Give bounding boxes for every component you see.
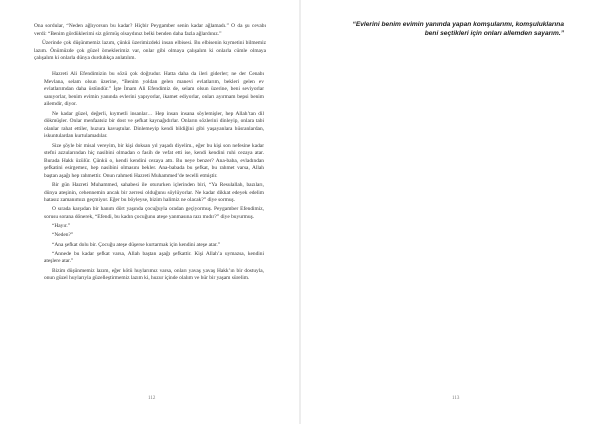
right-paragraph: Bizim düşünmemiz lazım, eğer kötü huylarımız varsa, onları yavaş yavaş Hakk’ın bir dostuyla, onun güzel huylarıyla güzelleştirmemiz lazım ki, huzur içinde olalım ve hür bir yaşam sürelim.: [44, 267, 264, 282]
epigraph-quote: “Evlerini benim evimin yanında yapan komşularımı, komşuluklarına beni seçtikleri için onları allemden sayarım.”: [352, 21, 564, 37]
left-body-text: [34, 23, 266, 63]
right-paragraph: “Hayır.”: [52, 223, 71, 230]
left-paragraph: Üzerinde çok düşünmemiz lazım, çünkü üzerimizdeki insan elbisesi. Bu elbisenin kıymetini bilmemiz lazım. Önümüzde çok güzel örneklerimiz var, onlar gibi olmaya çalışalım ki onlarla cümle olmaya çalışalım ki onlarla dünya durduhkça anlatılım.: [34, 40, 266, 62]
right-paragraph: Hazreti Ali Efendimizin bu sözü çok doğrudur. Hatta daha da ileri giderler; ne der Cenabı Mevlana, selam olsun üzerine, “Benim yoldan gelen manevi evlatlarım, bekleri gelen ev evlatlarımdan daha üstündür.” İşte İmam Ali Efendimiz de, selam olsun üzerine, beni seviyorlar sanıyorlar, benim evimin yanında evlerini yapıyorlar, ikamet ediyorlar, onları ayırmam bepsi benim ailemdir, diyor.: [44, 71, 264, 108]
left-paragraph: Ona sordular, “Neden ağlıyorsun bu kadar? Hiçbir Peygamber senin kadar ağlamadı.” O da şu cevabı verdi: “Benim gördüklerimi siz görmüş olsaydınız belki benden daha fazla ağlardınız.”: [34, 23, 266, 37]
right-paragraph: Bir gün Hazreti Muhammed, sahabesi ile otururken içlerinden biri, “Ya Resulallah, bazıları, dünya ateşinin, cehennemin ancak bir zerresi olduğunu söylüyorlar. Ne kadar dikkat edeyek edelim hatasız zamanımızı geçmiyor. Eğer bu böyleyse, bizim halimiz ne olacak?” diye sormuş.: [44, 182, 264, 204]
right-paragraph: Ne kadar güzel, değerli, kıymetli insanlar… Hep insan insana söylemişler, hep Allah’tan dil dökmüşler. Onlar menfaatsiz bir dost ve şefkat kaynağıdırlar. Onların sözlerini dinleyip, onlara tabi olanlar rahat ettiler, huzura kavuştular. Dinlemeyip kendi bildiğini gibi yaşayanlara hüsranlardan, iskuntulardan kurtulamadılar.: [44, 110, 264, 140]
right-paragraph: “Annede bu kadar şefkat varsa, Allah baştan aşağı şefkattir. Kişi Allah’a uymazsa, kendini ateşlere atar.”: [44, 250, 264, 265]
right-paragraph: “Neden?”: [52, 232, 74, 239]
page-number-left: 112: [148, 396, 156, 401]
right-paragraph: “Ana şefkat dolu bir. Çocuğu ateşe düşerse kurtarmak için kendini ateşe atar.”: [52, 241, 221, 248]
right-paragraph: O sırada karşıdan bir hanım dört yaşında çocuğuyla oradan geçiyormuş. Peygamber Efendimiz, sorusu sorana dönerek, “Efendi, bu kadın çocuğunu ateşe yanmasına razı mıdır?” diye buyurmuş.: [44, 206, 264, 221]
right-paragraph: Size şöyle bir misal vereyim, bir kişi doksan yıl yaşadı diyelim., eğer bu kişi son nefesine kadar stefni azzularından hiç nasibini olmadan o fasih de vefat etti ise, kendi kendini ruhi cezaya atar. Burada Hakk üzülür. Çünkü o, kendi kendini cezaya attı. Bu neye benzer? Ana-baba, evladından şefkatini esirgemez, hep nasibini olmasını bekler. Ana-babada bu şefkat, bu rahmet varsa, Allah baştan aşağı hep rahmettir. Onun rahmeti Hazreti Muhammed’de tecelli etmiştir.: [44, 142, 264, 179]
page-number-right: 113: [452, 396, 460, 401]
right-page: [300, 0, 600, 424]
right-body-text: [44, 71, 264, 284]
